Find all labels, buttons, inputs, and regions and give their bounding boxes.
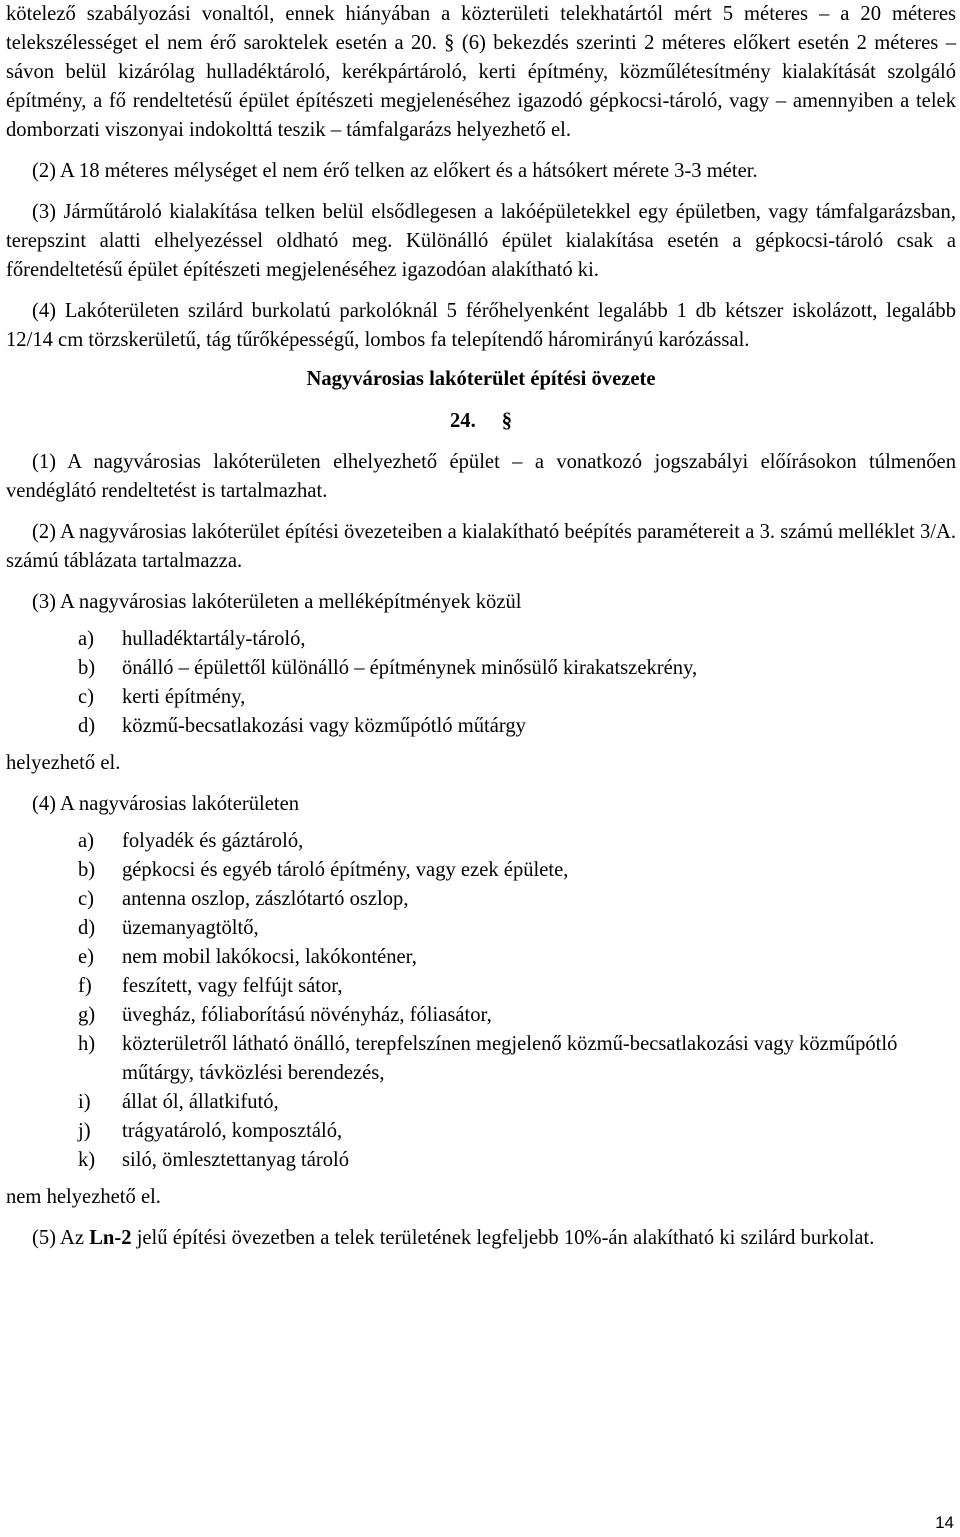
list-item [78,1030,956,1088]
list-item-label: h) [78,1033,96,1055]
list-item-text: trágyatároló, komposztáló, [122,1120,343,1142]
section-paragraph-3-tail: helyezhető el. [6,752,121,774]
list-item [78,1088,956,1117]
list-item [78,856,956,885]
list-item-label: a) [78,830,94,852]
accessory-structures-allowed-list [78,625,956,741]
list-item [78,943,956,972]
paragraph-2: (2) A 18 méteres mélységet el nem érő telken az előkert és a hátsókert mérete 3-3 méter. [32,160,758,182]
list-item [78,1146,956,1175]
list-item-label: k) [78,1149,96,1171]
document-page [6,0,956,1253]
list-item-text: közterületről látható önálló, terepfelszínen megjelenő közmű-becsatlakozási vagy közműpótló műtárgy, távközlési berendezés, [122,1033,898,1084]
list-item-label: g) [78,1004,96,1026]
paragraph-sign-icon: § [501,410,513,432]
list-item-label: d) [78,715,96,737]
list-item-text: állat ól, állatkifutó, [122,1091,279,1113]
list-item-label: d) [78,917,96,939]
list-item-text: önálló – épülettől különálló – építménynek minősülő kirakatszekrény, [122,657,698,679]
list-item-label: i) [78,1091,91,1113]
section-paragraph-2: (2) A nagyvárosias lakóterület építési övezeteiben a kialakítható beépítés paramétereit a 3. számú melléklet 3/A. számú táblázata tartalmazza. [6,521,956,572]
list-item [78,654,956,683]
list-item [78,914,956,943]
section-paragraph-3-intro: (3) A nagyvárosias lakóterületen a melléképítmények közül [32,591,522,613]
paragraph-4: (4) Lakóterületen szilárd burkolatú parkolóknál 5 férőhelyenként legalább 1 db kétszer iskolázott, legalább 12/14 cm törzskerületű, tág tűrőképességű, lombos fa telepítendő háromirányú karózással. [6,300,956,351]
list-item-label: c) [78,888,94,910]
list-item-label: b) [78,657,96,679]
section-paragraph-1: (1) A nagyvárosias lakóterületen elhelyezhető épület – a vonatkozó jogszabályi előírásokon túlmenően vendéglátó rendeltetést is tartalmazhat. [6,451,956,502]
section-heading: Nagyvárosias lakóterület építési övezete [306,368,656,390]
list-item-label: c) [78,686,94,708]
list-item-text: üzemanyagtöltő, [122,917,259,939]
list-item-label: j) [78,1120,91,1142]
list-item [78,625,956,654]
list-item-label: b) [78,859,96,881]
section-number [6,407,956,436]
list-item [78,683,956,712]
list-item [78,1001,956,1030]
list-item-text: folyadék és gáztároló, [122,830,304,852]
list-item-label: a) [78,628,94,650]
section-paragraph-5 [6,1224,956,1253]
list-item-text: kerti építmény, [122,686,246,708]
list-item-label: e) [78,946,94,968]
list-item-text: gépkocsi és egyéb tároló építmény, vagy ezek épülete, [122,859,569,881]
list-item-text: siló, ömlesztettanyag tároló [122,1149,350,1171]
list-item [78,827,956,856]
paragraph-5-start: (5) Az [32,1227,90,1249]
section-number-value: 24. [449,410,476,432]
list-item-text: üvegház, fóliaborítású növényház, fóliasátor, [122,1004,492,1026]
list-item-text: nem mobil lakókocsi, lakókonténer, [122,946,417,968]
section-paragraph-4-intro: (4) A nagyvárosias lakóterületen [32,793,300,815]
list-item-text: közmű-becsatlakozási vagy közműpótló műtárgy [122,715,526,737]
section-paragraph-4-tail: nem helyezhető el. [6,1186,161,1208]
list-item [78,1117,956,1146]
list-item-text: feszített, vagy felfújt sátor, [122,975,343,997]
list-item [78,885,956,914]
paragraph-3: (3) Járműtároló kialakítása telken belül elsődlegesen a lakóépületekkel egy épületben, vagy támfalgarázsban, terepszint alatti elhelyezéssel oldható meg. Különálló épület kialakítása esetén a gépkocsi-tároló csak a főrendeltetésű épület építészeti megjelenéséhez igazodóan alakítható ki. [6,201,956,281]
paragraph-continued: kötelező szabályozási vonaltól, ennek hiányában a közterületi telekhatártól mért 5 méteres – a 20 méteres telekszélességet el nem érő saroktelek esetén a 20. § (6) bekezdés szerinti 2 méteres előkert esetén 2 méteres – sávon belül kizárólag hulladéktároló, kerékpártároló, kerti építmény, közműlétesítmény kialakítását szolgáló építmény, a fő rendeltetésű épület építészeti megjelenéséhez igazodó gépkocsi-tároló, vagy – amennyiben a telek domborzati viszonyai indokolttá teszik – támfalgarázs helyezhető el. [6,3,956,141]
list-item [78,972,956,1001]
paragraph-5-end: jelű építési övezetben a telek területének legfeljebb 10%-án alakítható ki szilárd burkolat. [131,1227,875,1249]
list-item-text: hulladéktartály-tároló, [122,628,306,650]
list-item-text: antenna oszlop, zászlótartó oszlop, [122,888,409,910]
list-item-label: f) [78,975,92,997]
zone-code: Ln-2 [89,1227,132,1249]
list-item [78,712,956,741]
page-number: 14 [935,1513,954,1532]
structures-not-allowed-list [78,827,956,1175]
